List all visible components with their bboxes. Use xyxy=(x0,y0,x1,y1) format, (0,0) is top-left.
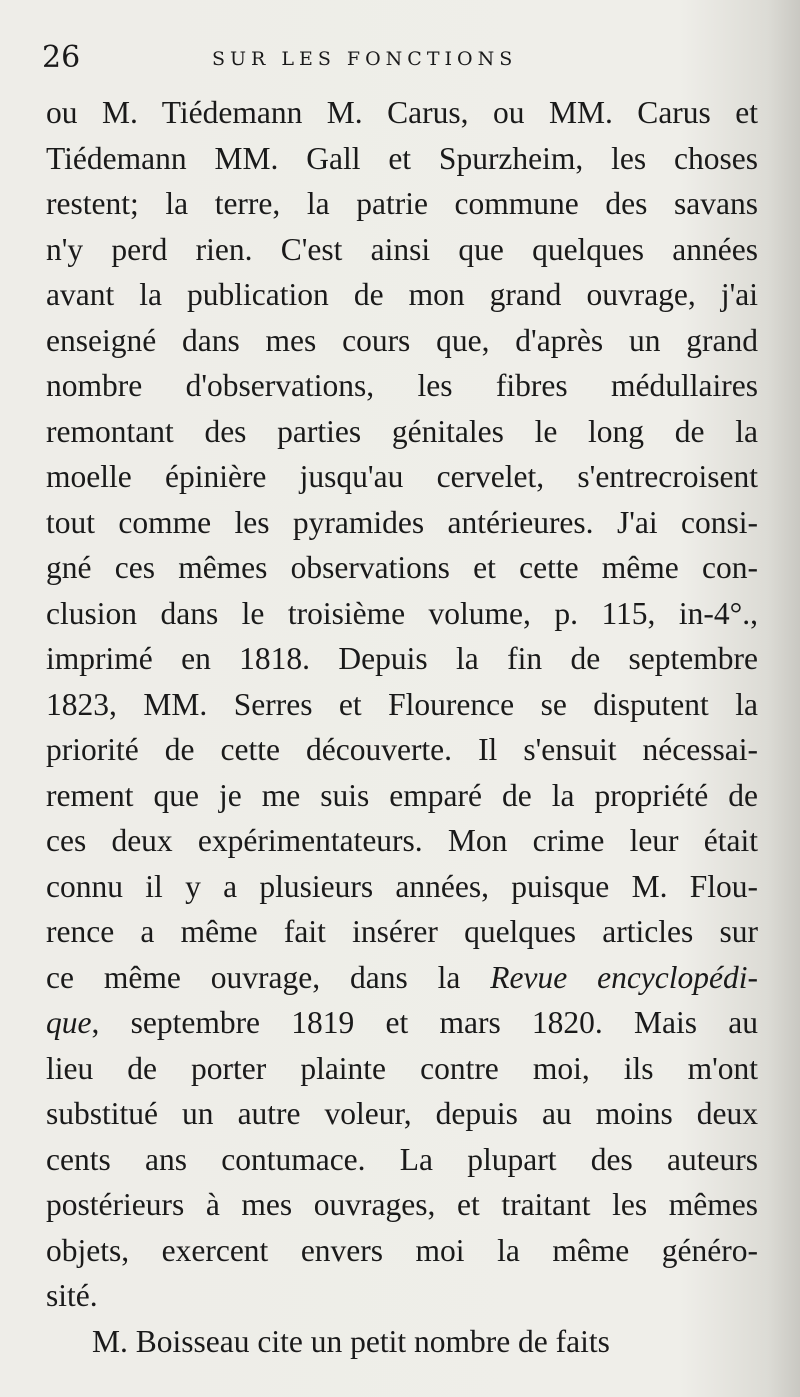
line-text: gné ces mêmes observations et cette même con- xyxy=(46,550,758,585)
text-line xyxy=(46,1228,758,1274)
text-line xyxy=(46,272,758,318)
line-text: avant la publication de mon grand ouvrage, j'ai xyxy=(46,277,758,312)
line-text: rement que je me suis emparé de la propriété de xyxy=(46,777,758,813)
text-line xyxy=(46,90,758,136)
page-number: 26 xyxy=(42,40,81,75)
line-text: ou M. Tiédemann M. Carus, ou MM. Carus et xyxy=(46,95,758,130)
text-line xyxy=(46,1046,758,1092)
line-text: 1823, MM. Serres et Flourence se disputent la xyxy=(46,686,758,722)
text-line xyxy=(46,545,758,591)
text-line xyxy=(46,591,758,637)
line-text: tout comme les pyramides antérieures. J'ai consi- xyxy=(46,504,758,540)
text-line xyxy=(46,1000,758,1046)
text-line xyxy=(46,1137,758,1183)
text-line xyxy=(46,1273,758,1319)
text-line xyxy=(46,1091,758,1137)
line-text: restent; la terre, la patrie commune des savans xyxy=(46,186,758,221)
italic-title: Revue encyclopédi- xyxy=(490,959,758,995)
line-text: ces deux expérimentateurs. Mon crime leur était xyxy=(46,823,758,858)
line-text: objets, exercent envers moi la même généro- xyxy=(46,1232,758,1268)
text-line xyxy=(46,136,758,182)
line-text: ce même ouvrage, dans la xyxy=(46,959,491,995)
line-text: postérieurs à mes ouvrages, et traitant les mêmes xyxy=(46,1187,758,1222)
line-text: moelle épinière jusqu'au cervelet, s'entrecroisent xyxy=(46,459,758,494)
line-text: n'y perd rien. C'est ainsi que quelques années xyxy=(46,231,758,267)
line-text: remontant des parties génitales le long de la xyxy=(46,413,758,449)
page-header xyxy=(42,38,762,78)
text-line xyxy=(46,773,758,819)
line-text: enseigné dans mes cours que, d'après un grand xyxy=(46,322,758,358)
line-text: Tiédemann MM. Gall et Spurzheim, les choses xyxy=(46,140,758,176)
line-text: imprimé en 1818. Depuis la fin de septembre xyxy=(46,641,758,676)
text-line xyxy=(46,864,758,910)
text-line xyxy=(46,682,758,728)
line-text: lieu de porter plainte contre moi, ils m'ont xyxy=(46,1050,758,1086)
text-line xyxy=(46,1182,758,1228)
line-text: priorité de cette découverte. Il s'ensuit nécessai- xyxy=(46,732,758,767)
text-line xyxy=(46,727,758,773)
line-text: substitué un autre voleur, depuis au moins deux xyxy=(46,1096,758,1131)
line-text: M. Boisseau cite un petit nombre de faits xyxy=(92,1323,610,1359)
line-text: sité. xyxy=(46,1278,98,1313)
text-line xyxy=(46,318,758,364)
line-text: , septembre 1819 et mars 1820. Mais au xyxy=(91,1005,758,1040)
text-line xyxy=(46,636,758,682)
text-line xyxy=(46,818,758,864)
text-line xyxy=(46,409,758,455)
text-line xyxy=(46,454,758,500)
italic-title: que xyxy=(46,1005,92,1040)
line-text: nombre d'observations, les fibres médullaires xyxy=(46,368,758,403)
body-text xyxy=(46,90,758,1364)
text-line xyxy=(46,500,758,546)
line-text: cents ans contumace. La plupart des auteurs xyxy=(46,1141,758,1177)
text-line xyxy=(46,181,758,227)
text-line xyxy=(46,955,758,1001)
text-line xyxy=(46,1319,758,1365)
line-text: rence a même fait insérer quelques articles sur xyxy=(46,914,758,949)
text-line xyxy=(46,227,758,273)
line-text: clusion dans le troisième volume, p. 115, in-4°., xyxy=(46,595,758,631)
running-head: SUR LES FONCTIONS xyxy=(212,48,518,70)
text-line xyxy=(46,363,758,409)
text-line xyxy=(46,909,758,955)
line-text: connu il y a plusieurs années, puisque M. Flou- xyxy=(46,868,758,904)
